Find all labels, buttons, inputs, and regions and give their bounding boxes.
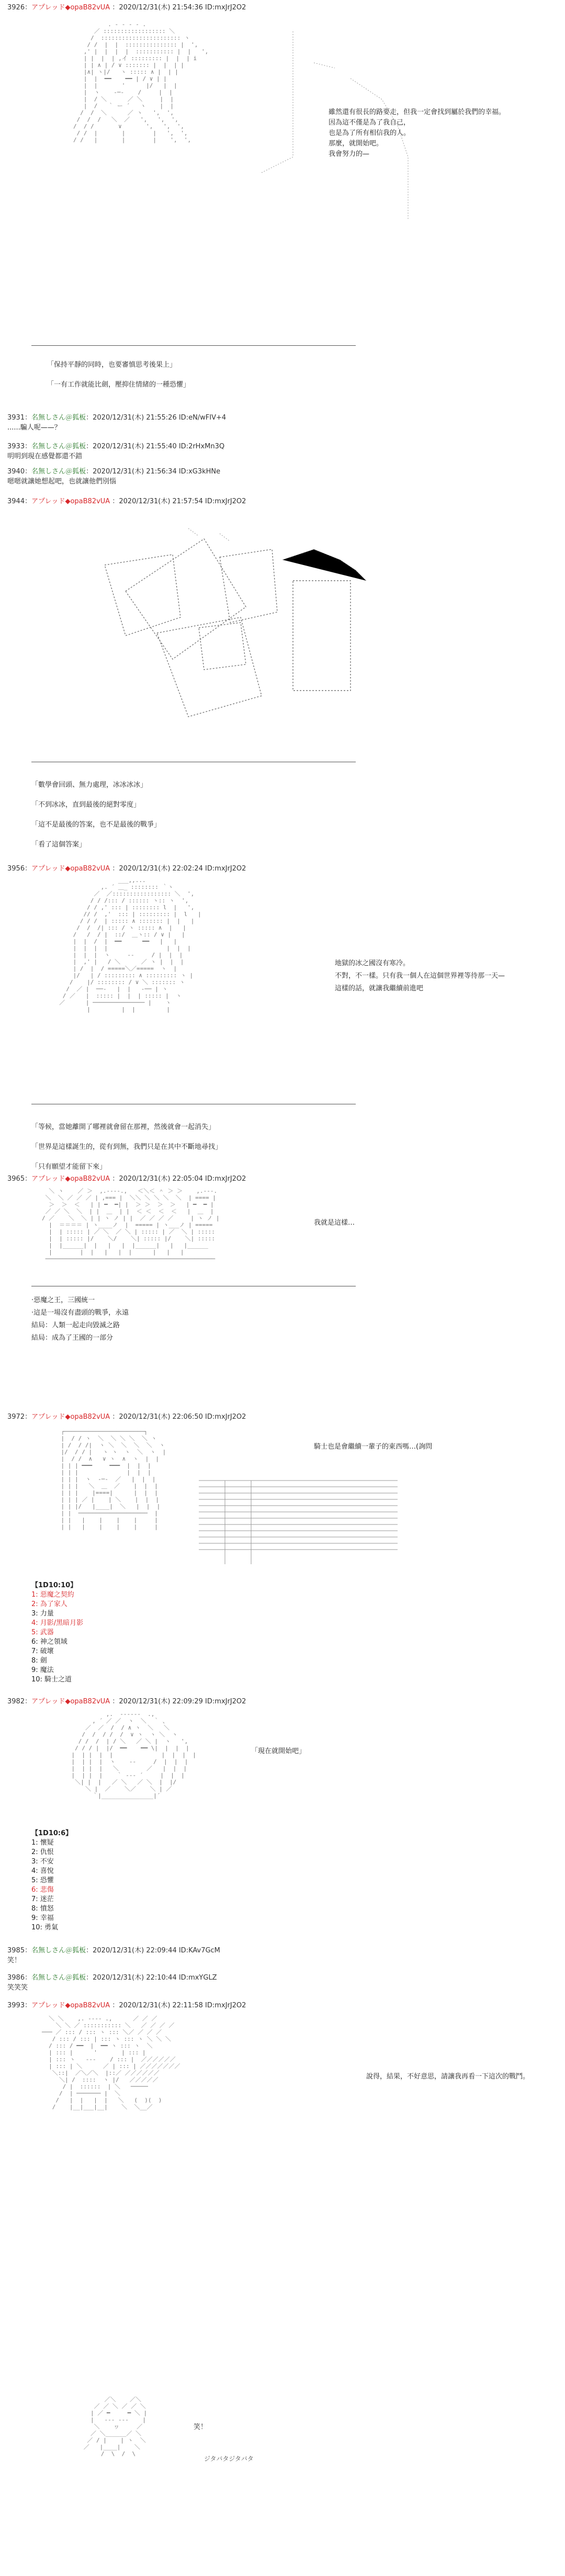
ascii-art-girl: . - ‐ ‐ - . ／ :::::::::::::::::: ＼ / ::::::::::::::::::::::: ヽ / / | | ::::::::::::::: | ', ,' | | | | ::::::::::: | | ', | | | | ,イ ::::::::: | | | i | | ∧ | / ∨ ::::::: | | | | |∧| ヽ|/ ヽ ::::: ∧ | | | | | ━━ ━━ | / ∨ | | | | ' |/ | | | ヽ ‐─‐ / | | | / ＼ ／ ＼ | | | / ｀ ー ´ ヽ | | / / ＼ ／ ヽ ', ', / / / ＼ ／ ', ', ', / / / ∨ ', ', ', / / | | | ', ', / / | | | ', ', <box>73 21 209 143</box>
divider <box>31 345 356 346</box>
speech-line: 也是為了所有相信我的人。 <box>329 129 411 137</box>
post-date: ：2020/12/31(木) 22:11:58 ID:mxJrJ2O2 <box>110 2002 246 2009</box>
post-number[interactable]: 3944 <box>7 498 25 505</box>
author-name: アプレッド <box>31 1698 65 1705</box>
speech-line: 「現在就開始吧」 <box>251 1747 306 1755</box>
speech-line: 說得，結果，不好意思，請讓我再看一下這次的戰鬥。 <box>366 2073 530 2081</box>
sep: ： <box>25 1698 32 1705</box>
ascii-art-crowned-girl: ___,,... ,. ´ ＿_ :::::::: ｀ヽ ／ ／::::::::::::::::: ＼ ', / / /::: / :::::: ヽ:: ヽ ', / / ,' ::: | :::::::: l | ', // / ,' ::: | ::::::::: | l | / / / | ::::: ∧ ::::::: | | | / / /| ::: / ヽ ::::: ∧ | | / / / | ::/ ＿ヽ:: / ∨ | | | | / | ━━ ━━ | | | | | | | | | | | | ヽ ‐‐ / | | | | ,' | / ＼ ／ ヽ | | | | / | / =====＼／===== ヽ | |/ | / ::::::::: ∧ ::::::::: ヽ | / |/ :::::::: / ∨ ＼ ::::::: ヽ / ／ | ──‐ | | ‐── | ヽ / ／ | ::::: | | | ::::: | ヽ ／ | ─────────────── | ヽ | | | | <box>59 877 201 1013</box>
post-header <box>7 413 353 423</box>
list-item: 4: 月影/黑暗月影 <box>31 1619 84 1627</box>
line: 結局：人類一起走向毀滅之路 <box>31 1321 120 1329</box>
author-name: アプレッド <box>31 1175 65 1183</box>
post-header <box>7 467 353 477</box>
speech-line: 雖然還有很長的路要走，但我一定會找到屬於我們的幸福。 <box>329 108 506 116</box>
line: 「世界是這樣誕生的，從有到無，我們只是在其中不斷地尋找」 <box>31 1143 222 1151</box>
sep: ： <box>25 1413 32 1421</box>
post-date: ：2020/12/31(木) 21:55:26 ID:eN/wFIV+4 <box>86 414 227 422</box>
sep: ： <box>25 414 32 422</box>
trip-mark: ◆ <box>65 865 71 873</box>
sep: ： <box>25 1175 32 1183</box>
author-name: 名無しさん＠狐板 <box>31 443 86 450</box>
post-number[interactable]: 3972 <box>7 1413 25 1421</box>
aa-lines-3926 <box>0 0 565 366</box>
post-date: ：2020/12/31(木) 21:54:36 ID:mxJrJ2O2 <box>110 4 246 12</box>
list-item: 7: 破壞 <box>31 1647 54 1655</box>
post-3986 <box>7 1973 353 1993</box>
quote-3926-2: 「一有工作就能比劍，壓抑住情緒的一種恐懼」 <box>47 381 190 389</box>
list-item: 9: 魔法 <box>31 1666 54 1674</box>
speech-3956 <box>335 957 505 995</box>
lines-3965 <box>31 1294 129 1345</box>
list-item: 5: 恐懼 <box>31 1877 54 1884</box>
trip-code: opaB82vUA <box>70 2002 110 2009</box>
sep: ： <box>25 498 32 505</box>
post-date: ：2020/12/31(木) 21:56:34 ID:xG3kHNe <box>86 468 221 476</box>
line: 「等候，當她離開了哪裡就會留在那裡，然後就會一起消失」 <box>31 1123 216 1131</box>
post-number[interactable]: 3956 <box>7 865 25 873</box>
speech-line: 那麼，就開始吧。 <box>329 140 383 148</box>
post-header <box>7 497 353 506</box>
post-header <box>7 1946 353 1956</box>
list-item: 2: 仇恨 <box>31 1848 54 1856</box>
line: 「數學會回頭、無力處理，冰冰冰冰」 <box>31 781 148 789</box>
speech-line: 這樣的話，就讓我繼續前進吧 <box>335 985 424 992</box>
post-number[interactable]: 3933 <box>7 443 25 450</box>
list-item: 8: 劍 <box>31 1657 47 1665</box>
post-number[interactable]: 3982 <box>7 1698 25 1705</box>
post-3965 <box>7 1174 353 1184</box>
list-item: 6: 悲傷 <box>31 1886 54 1894</box>
list-3982 <box>31 1829 72 1933</box>
list-item: 2: 為了家人 <box>31 1600 67 1608</box>
post-header <box>7 864 353 874</box>
post-header <box>7 442 353 451</box>
author-name: 名無しさん＠狐板 <box>31 1947 86 1954</box>
speech-line: 我就是這樣… <box>314 1219 355 1227</box>
post-number[interactable]: 3940 <box>7 468 25 476</box>
post-3940 <box>7 467 353 487</box>
trip-mark: ◆ <box>65 498 71 505</box>
line: ·惡魔之王，三國統一 <box>31 1296 95 1304</box>
list-item: 1: 懷疑 <box>31 1839 54 1847</box>
sep: ： <box>25 4 32 12</box>
post-body: 笑笑笑 <box>7 1984 28 1992</box>
list-item: 1: 惡魔之契約 <box>31 1591 74 1599</box>
aa-papers-3944 <box>0 518 565 790</box>
list-item: 3: 不安 <box>31 1858 54 1866</box>
post-header <box>7 1697 353 1707</box>
lines-3944 <box>31 775 161 855</box>
author-name: アプレッド <box>31 498 65 505</box>
post-date: ：2020/12/31(木) 22:02:24 ID:mxJrJ2O2 <box>110 865 246 873</box>
post-3944 <box>7 497 353 506</box>
trip-code: opaB82vUA <box>70 865 110 873</box>
trip-mark: ◆ <box>65 1698 71 1705</box>
list-item: 7: 迷茫 <box>31 1895 54 1903</box>
post-3993 <box>7 2001 353 2010</box>
list-item: 8: 憤怒 <box>31 1905 54 1913</box>
speech-line: 因為這不僅是為了我自己， <box>329 119 411 127</box>
author-name: 名無しさん＠狐板 <box>31 468 86 476</box>
line: 結局：成為了王國的一部分 <box>31 1334 114 1342</box>
speech-line: 騎士也是會繼續一輩子的東西嗎…(詢問 <box>314 1443 433 1451</box>
sep: ： <box>25 2002 32 2009</box>
trip-code: opaB82vUA <box>70 1698 110 1705</box>
speech-line: 地獄的冰之國沒有寒冷。 <box>335 959 410 967</box>
list-3972 <box>31 1581 83 1685</box>
ascii-art-knight: ┌───────────────────────┐ | / / ヽ ＼ ＼ ＼ ＼ ＼ ヽ | / / /| ヽ ＼ ＼ ＼ ＼ ヽ |/ / / | ヽ ヽ ヽ ＼ ヽ | | / / ∧ ∨ ヽ ∧ ヽ | | | | | ━━━ ━━━ | | | | | | | | | | | | ヽ ‐─‐ ／ | | | | | | ＼ ＿ ／ | | | | | | |====| | | | | | | ／ | | ＼ | | | | | |/ |____| ＼ | | | | | ──────────────────── | | | | | | | | | | | | | | | <box>61 1428 166 1530</box>
post-3933 <box>7 442 353 461</box>
trip-code: opaB82vUA <box>70 4 110 12</box>
sep: ： <box>25 468 32 476</box>
trip-code: opaB82vUA <box>70 1413 110 1421</box>
post-number[interactable]: 3926 <box>7 4 25 12</box>
ascii-art-dancing-girl: ＼ ＼ ,. ‐‐‐‐ ., ／ ／ ／ ＼ ＼ ／ ::::::::::: ＼ ／ ／ ／ ／ ─── ／ ::: / ::: ヽ ::: ＼／ ／ ／ ／ / ::: / ::: | ::: ヽ ::: ヽ ＼ ＼ ＼ / ::: / ━━ | ━━ ヽ ::: ヽ ＼ | ::: | ' | ::: | | ::: ヽ ‐‐‐ / ::: | ／／／／／／ | ::: | ＼ ／ | ::: | ／／／／／／／ ＼::| ／＼／＼ |::／ ／／／／／／ ＼| / :::: ヽ |/ ／／／／／ / | :::::: | ＼ ───── / | ─────── | ＼ / | | | | ＼ ( )( ) / |__|___|__| ＼ ＼__／ <box>41 2015 180 2110</box>
post-header <box>7 2001 353 2010</box>
speech-line: 不對，不一樣。只有我一個人在這個世界裡等待那一天— <box>335 972 505 980</box>
post-body: 明明到現在感覺都還不錯 <box>7 453 83 460</box>
line: ·這是一場沒有盡頭的戰爭，永遠 <box>31 1309 129 1317</box>
post-header <box>7 1174 353 1184</box>
trip-mark: ◆ <box>65 1413 71 1421</box>
list-item: 9: 幸福 <box>31 1914 54 1922</box>
sfx-3993: ジタバタジタバタ <box>204 2455 254 2462</box>
list-item: 4: 喜悅 <box>31 1867 54 1875</box>
author-name: 名無しさん＠狐板 <box>31 1974 86 1982</box>
post-body: 笑！ <box>7 1957 21 1964</box>
list-title: 【1D10:6】 <box>31 1829 73 1837</box>
ascii-art-chibi: ／＼ ／＼ ／ ／ ＼ ／ ／ ＼ | ／ ━ ━ ＼ | | ‐‐‐ ‐‐‐ | ＼ ヮ ／ ／ ＼______／ ＼ ／ / | | ヽ ＼ ／ |____| ＼ / \ / \ <box>83 2396 148 2457</box>
line: 「這不是最後的答案，也不是最後的戰爭」 <box>31 821 161 829</box>
lines-3956 <box>31 1117 222 1177</box>
speech-3993 <box>366 2072 529 2082</box>
trip-code: opaB82vUA <box>70 1175 110 1183</box>
post-3972 <box>7 1413 353 1422</box>
post-3956 <box>7 864 353 874</box>
author-name: 名無しさん＠狐板 <box>31 414 86 422</box>
post-date: ：2020/12/31(木) 21:57:54 ID:mxJrJ2O2 <box>110 498 246 505</box>
post-3982 <box>7 1697 353 1707</box>
trip-mark: ◆ <box>65 1175 71 1183</box>
speech-3993-2 <box>194 2422 207 2433</box>
sep: ： <box>25 443 32 450</box>
post-3931 <box>7 413 353 433</box>
trip-mark: ◆ <box>65 2002 71 2009</box>
post-date: ：2020/12/31(木) 22:10:44 ID:mxYGLZ <box>86 1974 217 1982</box>
speech-line: 笑！ <box>194 2423 208 2431</box>
trip-mark: ◆ <box>65 4 71 12</box>
speech-3982 <box>251 1746 306 1757</box>
post-number[interactable]: 3993 <box>7 2002 25 2009</box>
list-item: 10: 勇氣 <box>31 1924 59 1931</box>
author-name: アプレッド <box>31 2002 65 2009</box>
speech-3926 <box>329 107 505 160</box>
list-item: 3: 力量 <box>31 1610 54 1618</box>
list-title: 【1D10:10】 <box>31 1581 77 1589</box>
post-date: ：2020/12/31(木) 22:06:50 ID:mxJrJ2O2 <box>110 1413 246 1421</box>
quote-3926-1: 「保持平靜的同時，也要審慎思考後果上」 <box>47 361 177 369</box>
list-item: 5: 武器 <box>31 1629 54 1636</box>
post-number[interactable]: 3985 <box>7 1947 25 1954</box>
speech-3972 <box>314 1442 432 1452</box>
ascii-art-group: ＼ ヽ ／ ＞ ,.--‐‐., ＜＼＜ ＾ ＞ ＞ ,.-‐‐. ＼ ＼ ／ ／ ／ | ,=== | ＼＼ ＼ ＼ ＼ ＼ | ==== | ＞ ＞ ＜ | | ━ ━| | ＞ ＞ ＞ ＞ | ━ ━ | ／ ／ ＼ ＼ | | ＿ | | ＜ ＜ ＜ ＜ | ＿ | / ／ ＼ ＼ | | ヽ ノ | | ／ ／ ／ ／ | ヽ ノ | | ＝＝＝＝ | ヽ____ノ | ===== | ヽ___ノ | ===== | | ::::: | ／ ＼ ／ ＼ | ::::: | ／ ＼ | ::::: | | ::::: |/ ＼/ ＼| ::::: |/ ＼| ::::: | |______| | | | |______| | |______ | | | | | | | | | ───────────────────────────────────────────────── <box>42 1188 220 1262</box>
post-header <box>7 1413 353 1422</box>
author-name: アプレッド <box>31 865 65 873</box>
list-item: 6: 神之領域 <box>31 1638 67 1646</box>
post-date: ：2020/12/31(木) 22:09:29 ID:mxJrJ2O2 <box>110 1698 246 1705</box>
author-name: アプレッド <box>31 4 65 12</box>
line: 「看了這個答案」 <box>31 841 86 849</box>
post-number[interactable]: 3965 <box>7 1175 25 1183</box>
trip-code: opaB82vUA <box>70 498 110 505</box>
post-date: ：2020/12/31(木) 22:05:04 ID:mxJrJ2O2 <box>110 1175 246 1183</box>
sep: ： <box>25 1974 32 1982</box>
post-header <box>7 1973 353 1983</box>
post-body: 嗯嗯就讓她想起吧，也就讓他們別惱 <box>7 478 117 485</box>
line: 「不到冰冰，直到最後的絕對零度」 <box>31 801 141 809</box>
line: 「只有願望才能留下來」 <box>31 1163 107 1171</box>
post-number[interactable]: 3931 <box>7 414 25 422</box>
sep: ： <box>25 1947 32 1954</box>
post-body: ......騙人呢——？ <box>7 424 61 432</box>
sep: ： <box>25 865 32 873</box>
speech-line: 我會努力的— <box>329 150 370 158</box>
post-date: ：2020/12/31(木) 21:55:40 ID:2rHxMn3Q <box>86 443 225 450</box>
post-3985 <box>7 1946 353 1965</box>
ascii-art-boy: ,. -‐‐‐‐- ., , ´ ／ ／ ヽ ＼ ｀ 、 ／ ／ / / ∧ ヽ ＼ ＼ / / / / / ∨ ヽ ヽ ＼ ヽ / / / | / ＼ ／ ＼ | ヽ ', / / / | |/ ━━ ━━ \| | | | | | | | | | | | | | | | | ヽ ‐‐ / | | | | | | | ＼ ／ | | | | | | | ｀ ‐‐‐ ´ | | | ＼| | | ／ ＼ ／ ＼ | |/ ＼ | ／ ＼／ ＼ | ／ ｀|_______________|´ <box>71 1711 196 1799</box>
post-date: ：2020/12/31(木) 22:09:44 ID:KAv7GcM <box>86 1947 220 1954</box>
aa-lines-3972 <box>0 1460 565 1585</box>
post-number[interactable]: 3986 <box>7 1974 25 1982</box>
list-item: 10: 騎士之道 <box>31 1676 72 1684</box>
speech-3965 <box>314 1218 355 1228</box>
author-name: アプレッド <box>31 1413 65 1421</box>
